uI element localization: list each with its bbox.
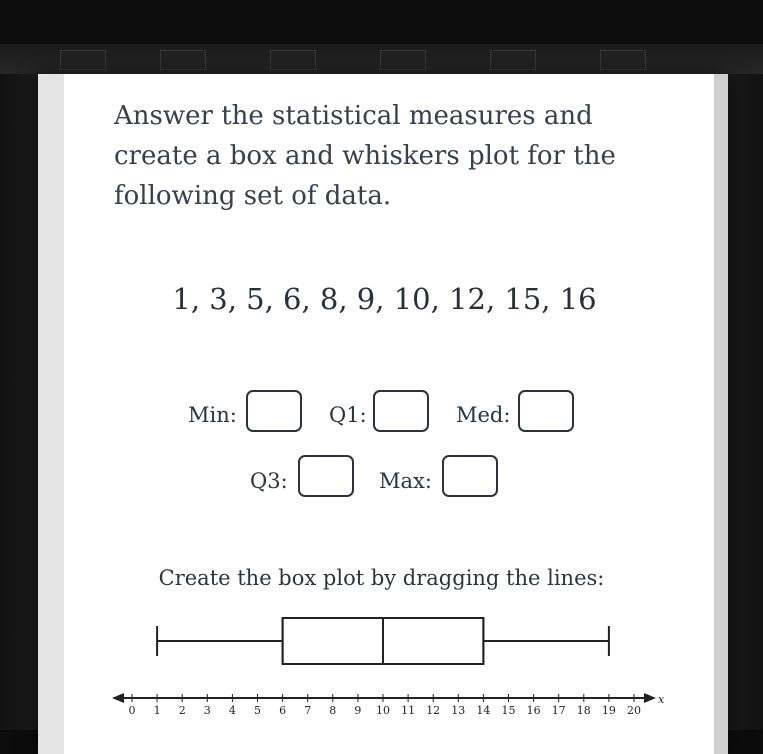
background-cell xyxy=(380,50,426,70)
max-input[interactable] xyxy=(442,455,498,497)
median-input[interactable] xyxy=(518,390,574,432)
axis-tick-label: 10 xyxy=(376,704,390,717)
axis-tick-label: 8 xyxy=(329,704,337,717)
axis-tick-label: 19 xyxy=(601,704,616,717)
data-set xyxy=(0,282,763,316)
background-cell xyxy=(600,50,646,70)
arrow-left-icon xyxy=(112,693,124,703)
axis-tick-label: 2 xyxy=(178,704,186,717)
boxplot-area xyxy=(0,600,763,730)
boxplot-graphic xyxy=(157,618,609,664)
axis-tick-label: 3 xyxy=(203,704,211,717)
axis-tick-label: 9 xyxy=(354,704,362,717)
data-set-values: 1, 3, 5, 6, 8, 9, 10, 12, 15, 16 xyxy=(172,282,597,316)
number-line xyxy=(112,693,665,717)
axis-tick-label: 11 xyxy=(401,704,416,717)
axis-tick-label: 18 xyxy=(576,704,591,717)
axis-tick-label: 20 xyxy=(627,704,641,717)
axis-tick-label: 1 xyxy=(153,704,161,717)
background-cell xyxy=(270,50,316,70)
axis-tick-label: 16 xyxy=(526,704,541,717)
axis-tick-label: 13 xyxy=(451,704,466,717)
boxplot-instruction xyxy=(0,566,763,590)
axis-tick-label: 17 xyxy=(551,704,566,717)
min-label: Min: xyxy=(188,403,237,427)
median-label: Med: xyxy=(456,403,511,427)
arrow-right-icon xyxy=(644,693,656,703)
min-input[interactable] xyxy=(246,390,302,432)
axis-tick-label: 0 xyxy=(128,704,136,717)
axis-tick-label: 7 xyxy=(304,704,312,717)
background-app-strip xyxy=(0,44,763,75)
axis-tick-label: 12 xyxy=(426,704,441,717)
axis-variable-label: x xyxy=(658,693,665,706)
q3-label: Q3: xyxy=(250,469,288,493)
axis-tick-label: 14 xyxy=(476,704,491,717)
background-cell xyxy=(160,50,206,70)
background-cell xyxy=(490,50,536,70)
question-prompt: Answer the statistical measures and create a box and whiskers plot for the following set of data. xyxy=(114,101,616,211)
max-label: Max: xyxy=(379,469,432,493)
axis-tick-label: 6 xyxy=(279,704,287,717)
axis-tick-label: 15 xyxy=(501,704,516,717)
q3-input[interactable] xyxy=(298,455,354,497)
axis-tick-label: 5 xyxy=(254,704,261,717)
q1-label: Q1: xyxy=(329,403,367,427)
axis-tick-label: 4 xyxy=(228,704,236,717)
q1-input[interactable] xyxy=(373,390,429,432)
background-cell xyxy=(60,50,106,70)
boxplot-instruction-text: Create the box plot by dragging the lines: xyxy=(158,566,605,590)
